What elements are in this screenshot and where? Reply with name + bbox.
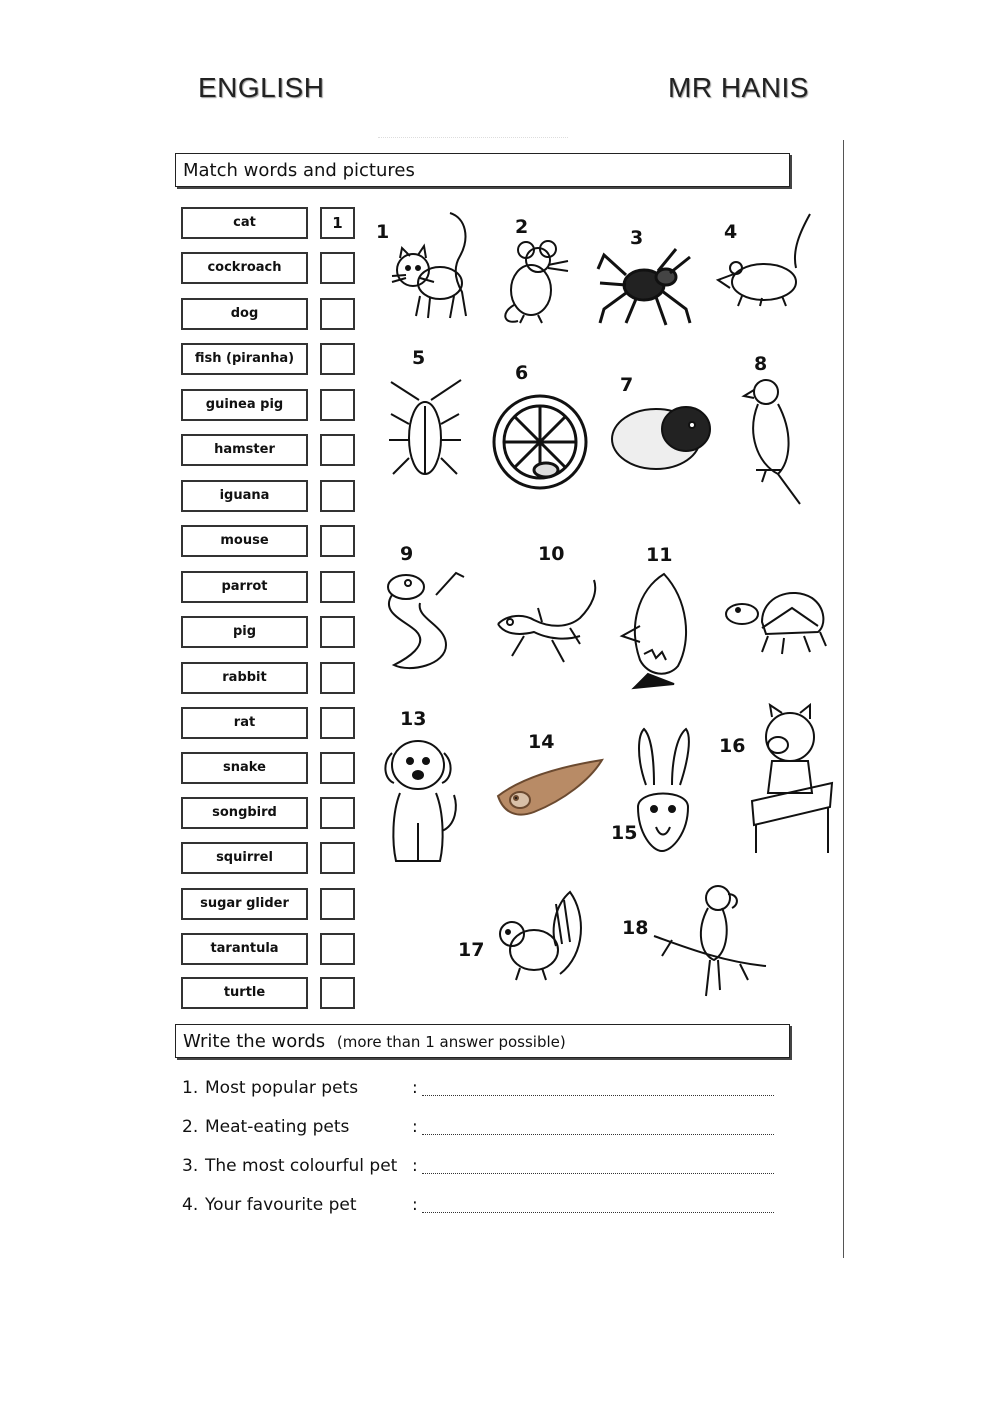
word-label: hamster xyxy=(181,434,308,466)
match-title-text: Match words and pictures xyxy=(183,160,415,181)
faint-marks xyxy=(378,137,568,146)
word-label: snake xyxy=(181,752,308,784)
word-label: parrot xyxy=(181,571,308,603)
songbird-icon xyxy=(738,374,808,509)
word-row xyxy=(181,389,357,423)
mouse-icon xyxy=(496,235,576,325)
question-number: 3. xyxy=(182,1156,199,1176)
hamster-wheel-icon xyxy=(490,390,590,495)
answer-box[interactable] xyxy=(320,797,355,829)
match-section-title xyxy=(175,153,790,187)
word-row xyxy=(181,525,357,559)
question-colon: : xyxy=(412,1117,418,1137)
question-number: 4. xyxy=(182,1195,199,1215)
header-subject: ENGLISH xyxy=(198,72,325,103)
question-row xyxy=(182,1078,782,1108)
question-text: Your favourite pet xyxy=(205,1195,357,1215)
turtle-icon xyxy=(722,582,830,662)
word-label: rabbit xyxy=(181,662,308,694)
picture-number: 3 xyxy=(630,227,644,249)
write-section-title xyxy=(175,1024,790,1058)
answer-box[interactable] xyxy=(320,389,355,421)
word-row xyxy=(181,933,357,967)
answer-line[interactable] xyxy=(422,1134,774,1135)
dog-icon xyxy=(378,733,464,868)
answer-box[interactable] xyxy=(320,752,355,784)
question-row xyxy=(182,1195,782,1225)
picture-number: 4 xyxy=(724,221,738,243)
picture-number: 9 xyxy=(400,543,414,565)
margin-rule xyxy=(843,140,844,1258)
answer-box[interactable] xyxy=(320,977,355,1009)
write-title-note: (more than 1 answer possible) xyxy=(336,1033,566,1051)
answer-box[interactable] xyxy=(320,933,355,965)
word-row xyxy=(181,434,357,468)
answer-box[interactable]: 1 xyxy=(320,207,355,239)
word-row xyxy=(181,252,357,286)
answer-box[interactable] xyxy=(320,298,355,330)
guinea-pig-icon xyxy=(608,395,718,475)
picture-number: 10 xyxy=(538,543,565,565)
answer-box[interactable] xyxy=(320,252,355,284)
word-row xyxy=(181,480,357,514)
word-label: guinea pig xyxy=(181,389,308,421)
word-row xyxy=(181,707,357,741)
question-number: 2. xyxy=(182,1117,199,1137)
word-row xyxy=(181,662,357,696)
picture-number: 18 xyxy=(622,917,649,939)
picture-number: 16 xyxy=(719,735,746,757)
cat-icon xyxy=(388,208,478,323)
picture-number: 1 xyxy=(376,221,390,243)
answer-box[interactable] xyxy=(320,616,355,648)
word-row xyxy=(181,207,357,241)
sugar-glider-icon xyxy=(494,756,606,824)
word-row xyxy=(181,842,357,876)
picture-number: 7 xyxy=(620,374,634,396)
picture-number: 11 xyxy=(646,544,673,566)
picture-number: 15 xyxy=(611,822,638,844)
question-colon: : xyxy=(412,1156,418,1176)
question-text: Most popular pets xyxy=(205,1078,359,1098)
question-row xyxy=(182,1156,782,1186)
word-row xyxy=(181,977,357,1011)
answer-line[interactable] xyxy=(422,1173,774,1174)
answer-box[interactable] xyxy=(320,434,355,466)
word-row xyxy=(181,571,357,605)
word-label: rat xyxy=(181,707,308,739)
rat-icon xyxy=(714,212,812,307)
word-label: tarantula xyxy=(181,933,308,965)
answer-line[interactable] xyxy=(422,1212,774,1213)
rabbit-icon xyxy=(628,727,698,857)
answer-box[interactable] xyxy=(320,888,355,920)
header-teacher: MR HANIS xyxy=(668,72,809,103)
picture-number: 5 xyxy=(412,347,426,369)
write-title-text: Write the words xyxy=(183,1031,326,1052)
question-colon: : xyxy=(412,1078,418,1098)
picture-number: 13 xyxy=(400,708,427,730)
word-label: turtle xyxy=(181,977,308,1009)
picture-number: 2 xyxy=(515,216,529,238)
word-label: songbird xyxy=(181,797,308,829)
question-row xyxy=(182,1117,782,1147)
piranha-icon xyxy=(618,570,703,690)
parrot-icon xyxy=(652,880,770,998)
word-row xyxy=(181,888,357,922)
answer-line[interactable] xyxy=(422,1095,774,1096)
question-colon: : xyxy=(412,1195,418,1215)
word-row xyxy=(181,343,357,377)
word-label: squirrel xyxy=(181,842,308,874)
picture-number: 8 xyxy=(754,353,768,375)
word-label: cockroach xyxy=(181,252,308,284)
picture-number: 6 xyxy=(515,362,529,384)
snake-icon xyxy=(376,565,468,673)
pig-icon xyxy=(742,703,836,861)
word-row xyxy=(181,752,357,786)
word-label: dog xyxy=(181,298,308,330)
question-text: The most colourful pet xyxy=(205,1156,398,1176)
word-label: sugar glider xyxy=(181,888,308,920)
answer-box[interactable] xyxy=(320,707,355,739)
question-number: 1. xyxy=(182,1078,199,1098)
word-label: pig xyxy=(181,616,308,648)
answer-box[interactable] xyxy=(320,842,355,874)
question-text: Meat-eating pets xyxy=(205,1117,350,1137)
tarantula-icon xyxy=(596,245,694,327)
word-label: iguana xyxy=(181,480,308,512)
picture-number: 17 xyxy=(458,939,485,961)
squirrel-icon xyxy=(490,884,588,984)
word-label: cat xyxy=(181,207,308,239)
word-label: mouse xyxy=(181,525,308,557)
answer-box[interactable] xyxy=(320,343,355,375)
word-row xyxy=(181,298,357,332)
answer-box[interactable] xyxy=(320,480,355,512)
answer-box[interactable] xyxy=(320,525,355,557)
answer-box[interactable] xyxy=(320,571,355,603)
answer-box[interactable] xyxy=(320,662,355,694)
picture-number: 14 xyxy=(528,731,555,753)
word-row xyxy=(181,616,357,650)
word-row xyxy=(181,797,357,831)
cockroach-icon xyxy=(385,378,465,483)
iguana-icon xyxy=(494,578,604,666)
word-label: fish (piranha) xyxy=(181,343,308,375)
